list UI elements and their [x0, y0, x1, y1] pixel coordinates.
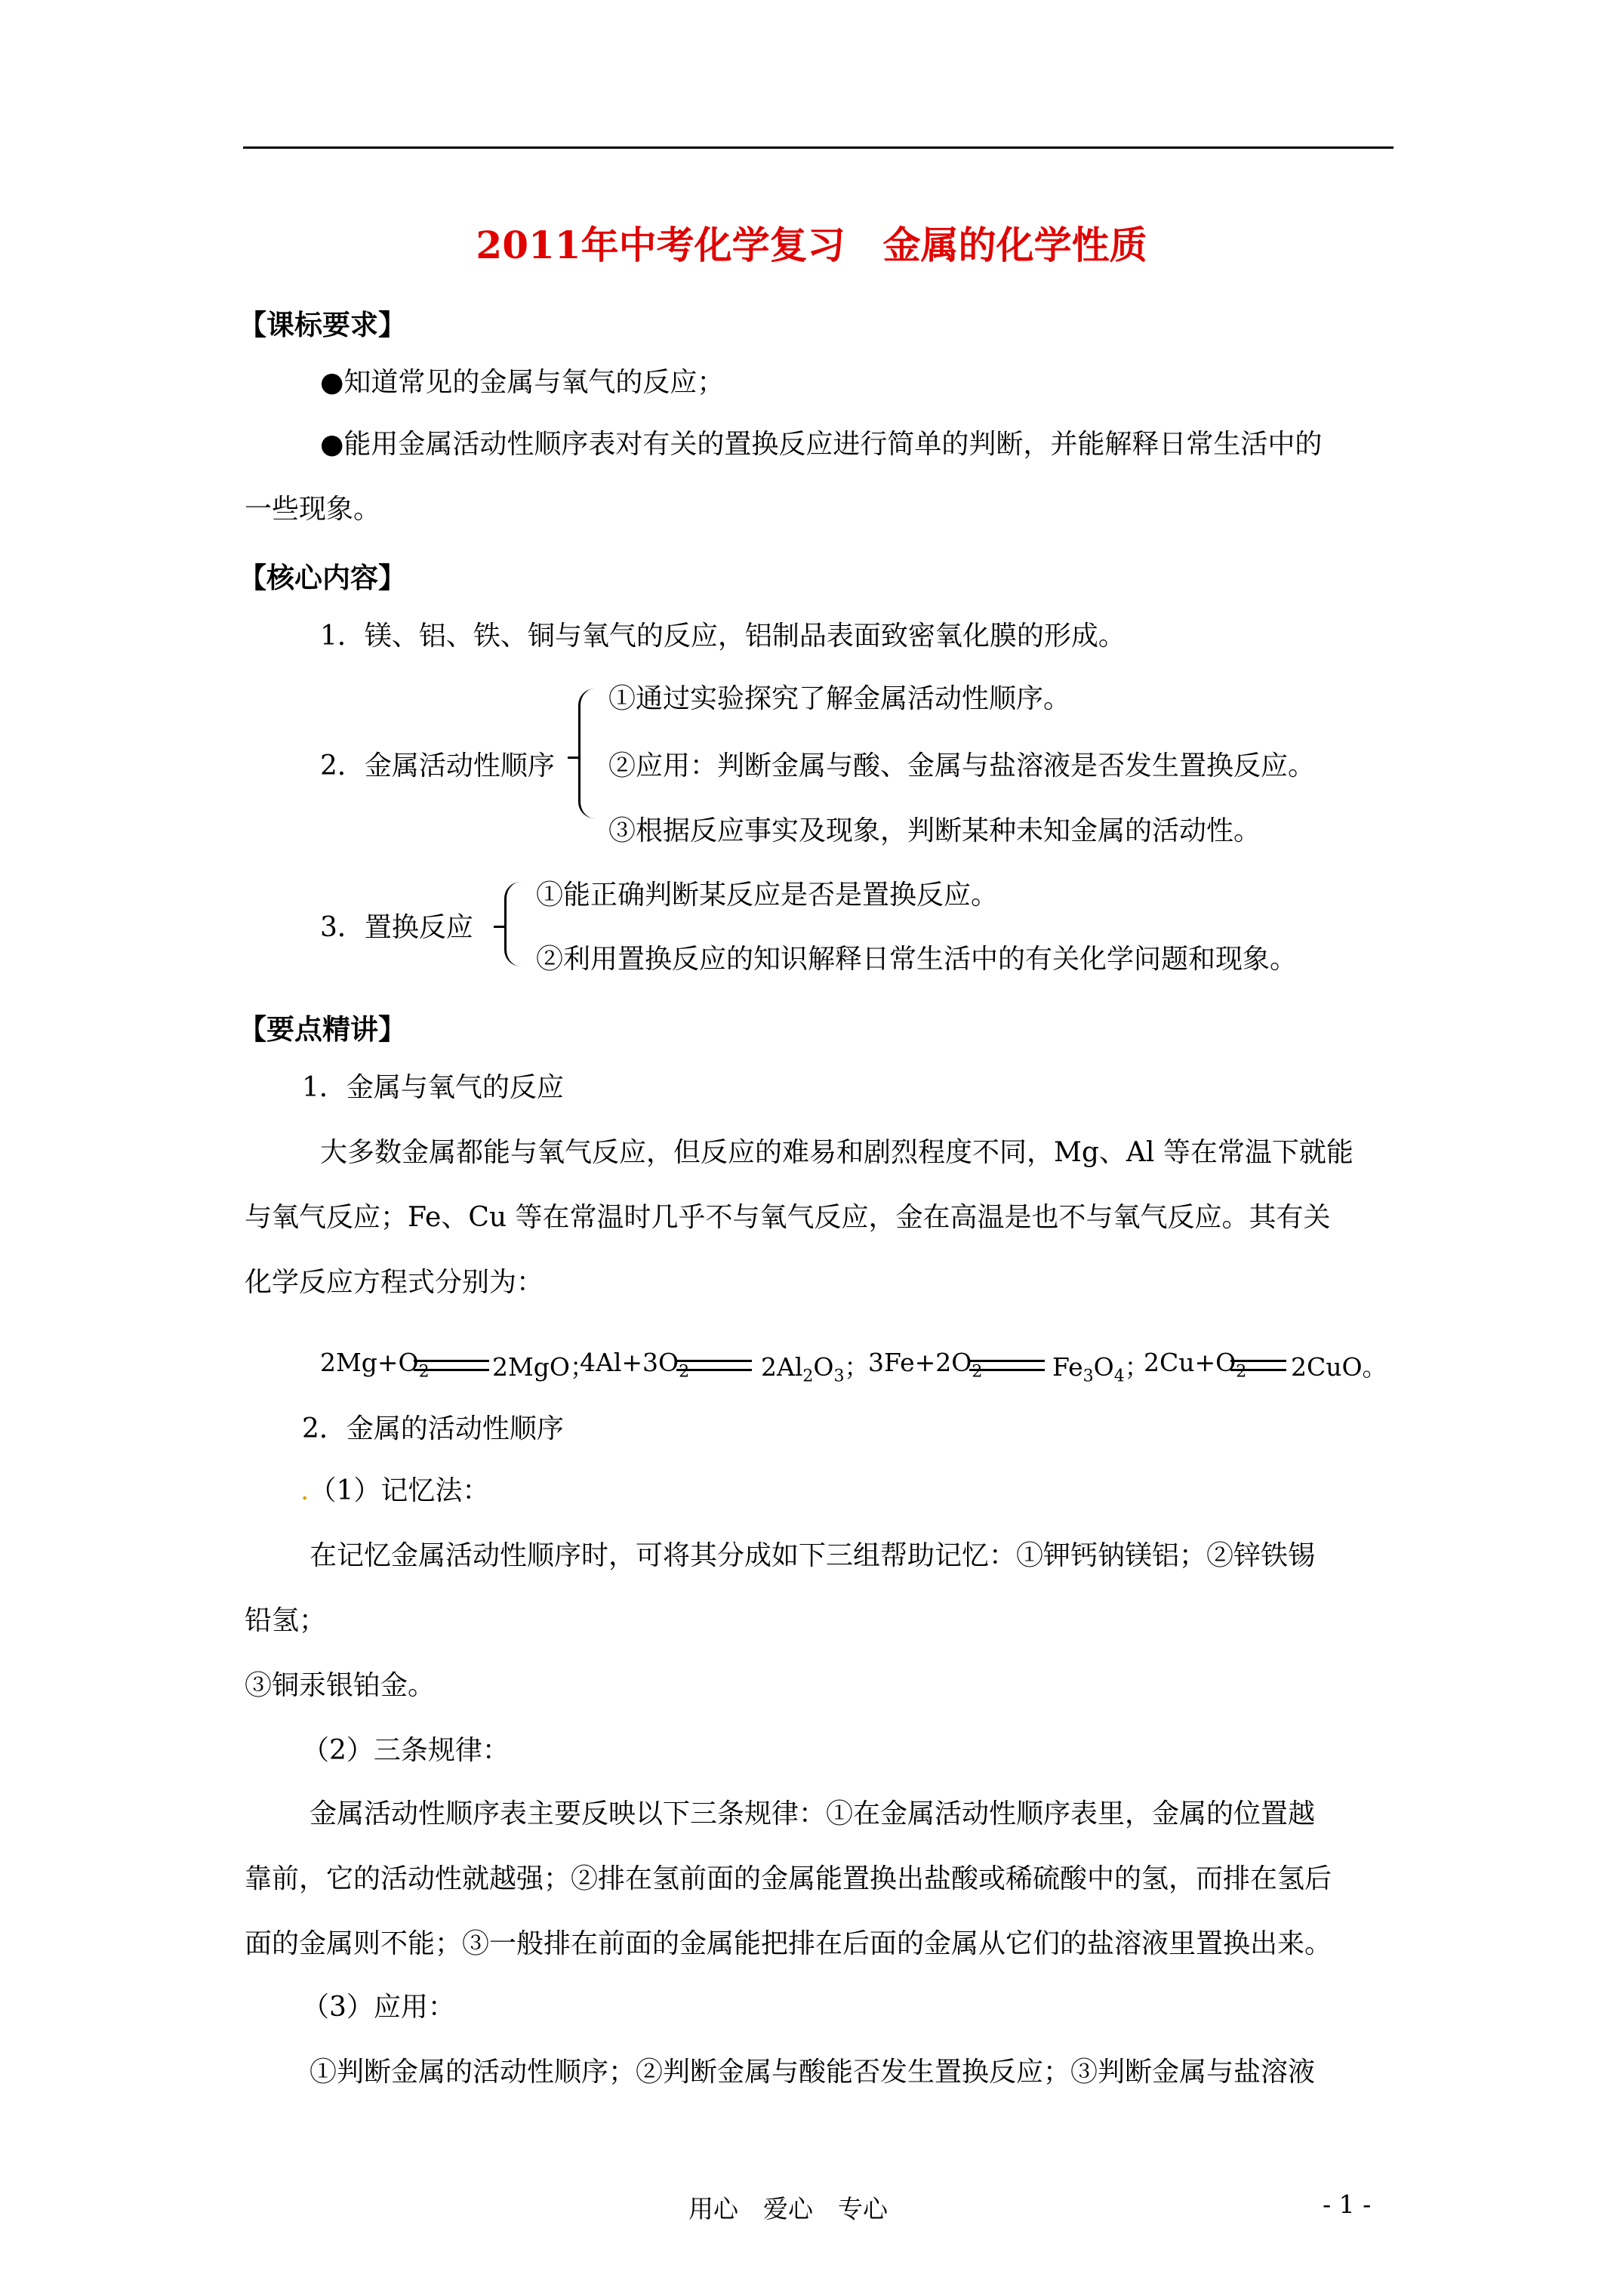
core-item-2-sub1: ①通过实验探究了解金属活动性顺序。	[608, 683, 1071, 714]
core-item-2-sub3: ③根据反应事实及现象，判断某种未知金属的活动性。	[608, 815, 1261, 846]
core-item-3-sub1: ①能正确判断某反应是否是置换反应。	[536, 880, 999, 911]
header-rule	[243, 146, 1394, 149]
equation-al-sign	[676, 1360, 752, 1371]
standards-bullet-2-line2: 一些现象。	[245, 494, 381, 525]
sub-2-line1: 金属活动性顺序表主要反映以下三条规律：①在金属活动性顺序表里，金属的位置越	[310, 1798, 1316, 1829]
standards-bullet-2-line1: ●能用金属活动性顺序表对有关的置换反应进行简单的判断，并能解释日常生活中的	[320, 429, 1323, 460]
equation-mg: $2Mg+O_2$	[320, 1348, 430, 1382]
footer-motto: 用心 爱心 专心	[688, 2194, 888, 2224]
equation-fe: $3Fe+2O_2$	[868, 1348, 983, 1382]
equation-al: $4Al+3O_2$	[580, 1348, 690, 1382]
equation-mg-product: 2MgO；	[492, 1352, 595, 1382]
page-number: - 1 -	[1323, 2190, 1372, 2219]
core-item-2-sub2: ②应用：判断金属与酸、金属与盐溶液是否发生置换反应。	[608, 750, 1316, 781]
equation-cu-sign	[1230, 1360, 1286, 1371]
sub-2-line3: 面的金属则不能；③一般排在前面的金属能把排在后面的金属从它们的盐溶液里置换出来。	[245, 1928, 1332, 1959]
point-1-line2: 与氧气反应；Fe、Cu 等在常温时几乎不与氧气反应，金在高温是也不与氧气反应。其有关	[245, 1202, 1331, 1233]
equation-cu-product: 2CuO。	[1291, 1352, 1387, 1382]
brace-replacement	[504, 882, 522, 966]
point-1-title: 1．金属与氧气的反应	[302, 1072, 564, 1103]
brace-tip-replacement	[494, 926, 504, 928]
equation-al-product: $2Al_2O_3$；	[761, 1352, 870, 1386]
sub-2-line2: 靠前，它的活动性就越强；②排在氢前面的金属能置换出盐酸或稀硫酸中的氢，而排在氢后	[245, 1863, 1332, 1894]
sub-1-line1: 在记忆金属活动性顺序时，可将其分成如下三组帮助记忆：①钾钙钠镁铝；②锌铁锡	[310, 1540, 1316, 1571]
equation-fe-sign	[969, 1360, 1045, 1371]
brace-tip-activity-order	[568, 757, 578, 759]
equation-fe-product: $Fe_3O_4$；	[1052, 1352, 1150, 1386]
point-1-line1: 大多数金属都能与氧气反应，但反应的难易和剧烈程度不同，Mg、Al 等在常温下就能	[320, 1137, 1354, 1168]
page-title: 2011年中考化学复习 金属的化学性质	[476, 223, 1147, 267]
sub-1-line2: 铅氢；	[245, 1605, 327, 1636]
highlight-dot: .	[300, 1475, 310, 1506]
core-item-3-sub2: ②利用置换反应的知识解释日常生活中的有关化学问题和现象。	[536, 944, 1298, 975]
sub-2-title: （2）三条规律：	[302, 1735, 510, 1766]
section-heading-core: 【核心内容】	[239, 561, 406, 594]
point-2-title: 2．金属的活动性顺序	[302, 1413, 564, 1444]
sub-3-line1: ①判断金属的活动性顺序；②判断金属与酸能否发生置换反应；③判断金属与盐溶液	[310, 2057, 1316, 2088]
section-heading-standards: 【课标要求】	[239, 308, 406, 341]
sub-3-title: （3）应用：	[302, 1992, 455, 2023]
core-item-3-label: 3．置换反应	[320, 912, 473, 943]
brace-activity-order	[578, 689, 596, 818]
section-heading-key-points: 【要点精讲】	[239, 1012, 406, 1046]
core-item-2-label: 2．金属活动性顺序	[320, 750, 555, 781]
sub-1-line3: ③铜汞银铂金。	[245, 1670, 436, 1701]
equation-cu: $2Cu+O_2$	[1144, 1348, 1247, 1382]
sub-1-title: .（1）记忆法：	[300, 1475, 490, 1506]
standards-bullet-1: ●知道常见的金属与氧气的反应；	[320, 367, 725, 398]
core-item-1: 1．镁、铝、铁、铜与氧气的反应，铝制品表面致密氧化膜的形成。	[320, 621, 1126, 652]
point-1-line3: 化学反应方程式分别为：	[245, 1267, 544, 1298]
equation-mg-sign	[414, 1360, 489, 1371]
